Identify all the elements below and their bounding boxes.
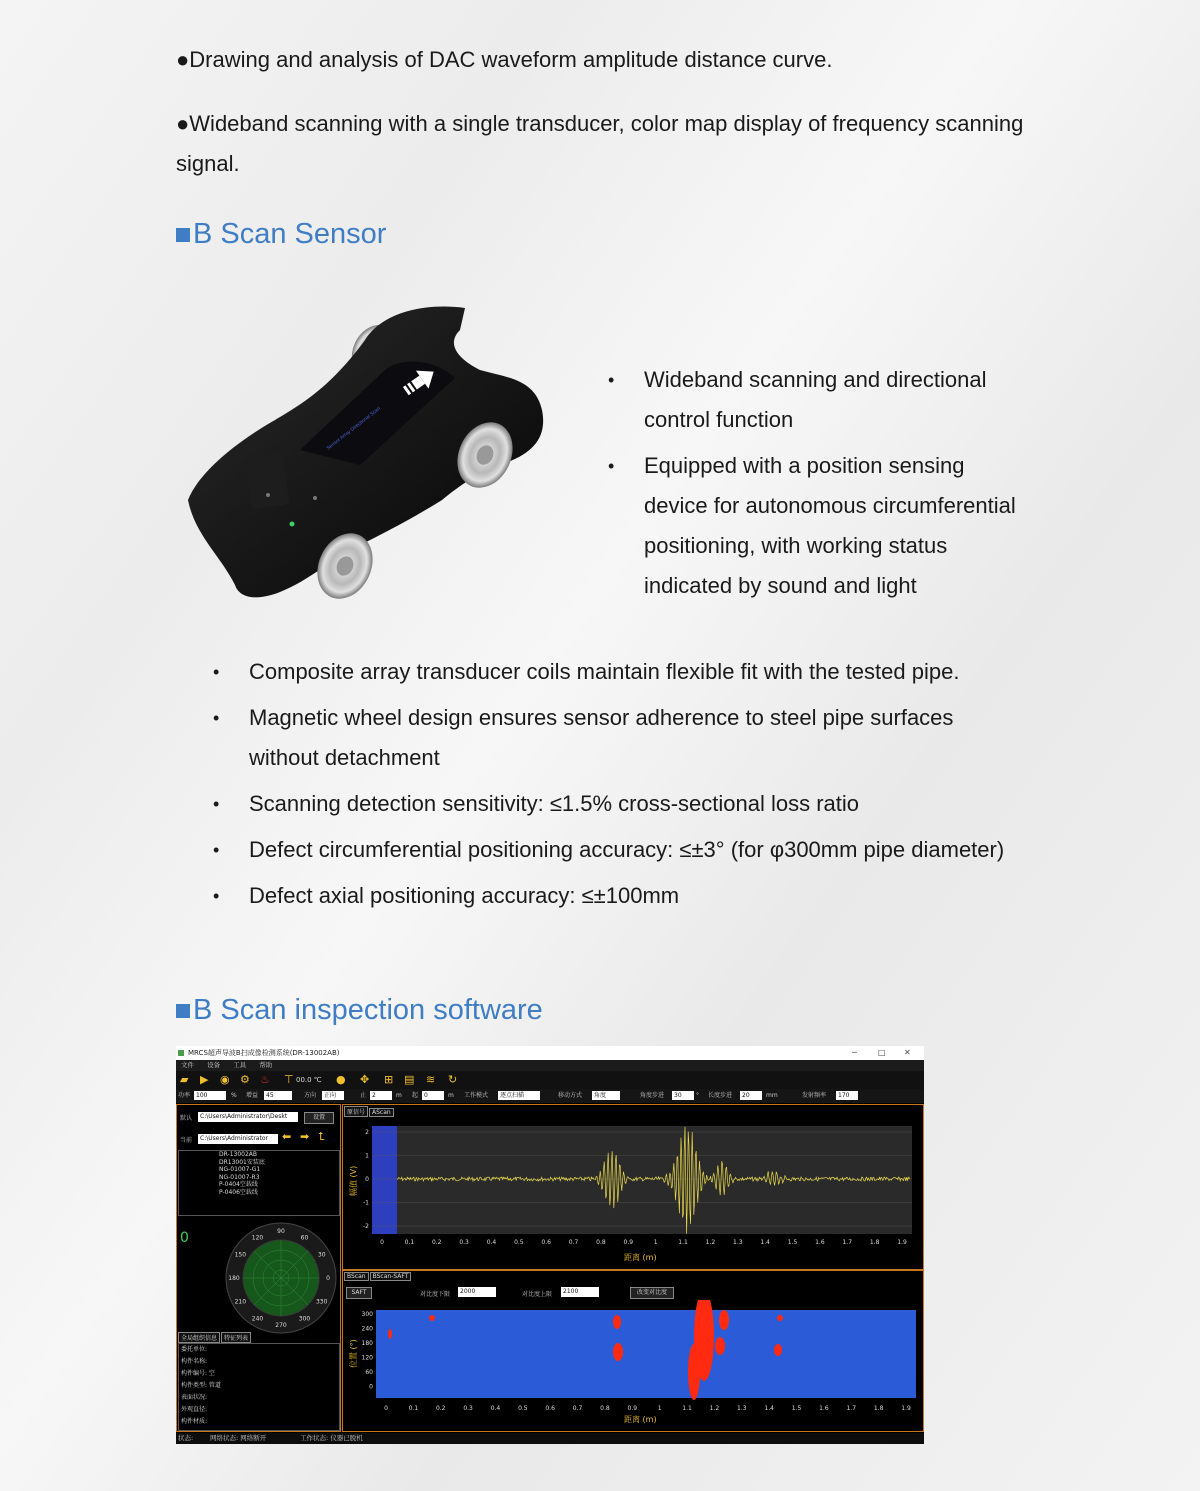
file-tree — [178, 1150, 340, 1216]
status-network: 网络状态: 网络断开 — [210, 1434, 267, 1442]
power-label: 功率 — [178, 1092, 191, 1099]
up-folder-icon[interactable]: ⮤ — [318, 1130, 325, 1143]
start-label: 起 — [412, 1092, 419, 1099]
length-step-label: 长度步进 — [708, 1092, 733, 1099]
gear-icon[interactable]: ⚙ — [240, 1073, 250, 1086]
bscan-x-tick: 0.9 — [627, 1405, 638, 1412]
bscan-x-tick: 1.1 — [682, 1405, 692, 1412]
list-item: • Wideband scanning and directional control function — [608, 367, 987, 432]
info-line: 构件名称: — [181, 1358, 208, 1365]
software-window — [176, 1046, 924, 1444]
ascan-x-tick: 0.7 — [568, 1239, 579, 1246]
grid-icon[interactable]: ✥ — [360, 1073, 370, 1086]
close-icon[interactable]: ✕ — [904, 1048, 911, 1057]
info-tabs — [178, 1332, 252, 1343]
menu-bar — [176, 1060, 924, 1071]
ascan-x-tick: 1.2 — [705, 1239, 716, 1246]
angle-readout: 0 — [180, 1230, 189, 1246]
ascan-x-tick: 1.9 — [897, 1239, 907, 1246]
dial-label: 0 — [326, 1275, 330, 1282]
info-line: 外观直径: — [181, 1406, 208, 1413]
info-line: 构件编号: 空 — [181, 1370, 215, 1377]
ascan-y-tick: -1 — [363, 1199, 369, 1207]
svg-text:Sensor Array Directional Scan: Sensor Array Directional Scan — [325, 405, 382, 452]
stop-icon[interactable]: ◉ — [220, 1073, 230, 1086]
status-bar — [176, 1433, 924, 1444]
defect-mark — [719, 1310, 729, 1330]
section-heading-text: B Scan Sensor — [193, 218, 387, 250]
mode-select[interactable]: 逐点扫描 — [498, 1091, 540, 1100]
bscan-x-label: 距离 (m) — [624, 1415, 657, 1424]
sensor-spec-list — [213, 652, 1024, 922]
angle-step-label: 角度步进 — [640, 1092, 665, 1099]
dial-label: 240 — [251, 1315, 264, 1323]
stop-input[interactable]: 2 — [370, 1091, 392, 1100]
device-icon[interactable]: ♨ — [260, 1073, 270, 1086]
square-bullet-icon — [176, 1004, 190, 1018]
bscan-chart — [342, 1300, 922, 1430]
dial-label: 120 — [251, 1234, 264, 1242]
gain-label: 增益 — [246, 1092, 259, 1099]
tab-ascan[interactable]: AScan — [369, 1108, 394, 1117]
ascan-x-tick: 1.8 — [869, 1239, 880, 1246]
ascan-x-tick: 0 — [380, 1239, 384, 1246]
angle-step-input[interactable]: 30 — [672, 1091, 694, 1100]
ascan-x-tick: 0.5 — [514, 1239, 524, 1246]
sensor-device-image — [180, 300, 550, 605]
set-path-button[interactable]: 设置 — [304, 1112, 334, 1124]
defect-mark — [388, 1329, 392, 1339]
parameter-bar — [176, 1089, 924, 1103]
list-item: • Scanning detection sensitivity: ≤1.5% cross-sectional loss ratio — [213, 791, 860, 816]
defect-mark — [777, 1315, 783, 1321]
bscan-x-tick: 1.9 — [901, 1405, 911, 1412]
ascan-x-tick: 1.1 — [678, 1239, 688, 1246]
start-unit: m — [448, 1092, 454, 1099]
sensor-connector — [245, 453, 290, 510]
ascan-y-tick: 1 — [365, 1152, 369, 1160]
tree-item[interactable]: P-0404空载线 — [219, 1181, 258, 1189]
defect-mark — [429, 1315, 435, 1321]
window-titlebar — [176, 1046, 924, 1060]
list-item: • Composite array transducer coils maintain flexible fit with the tested pipe. — [213, 659, 960, 684]
stop-unit: m — [396, 1092, 402, 1099]
dial-label: 30 — [317, 1251, 326, 1259]
bscan-y-tick: 180 — [361, 1340, 373, 1347]
temperature-readout: 00.0 ℃ — [296, 1076, 322, 1084]
contrast-low-input[interactable]: 2000 — [458, 1287, 496, 1297]
bscan-y-tick: 60 — [365, 1369, 373, 1376]
defect-mark — [613, 1343, 623, 1361]
bscan-y-tick: 300 — [361, 1311, 373, 1318]
power-select[interactable]: 100 — [194, 1091, 226, 1100]
tree-item[interactable]: P-0406空载线 — [219, 1188, 258, 1196]
menu-tools[interactable]: 工具 — [233, 1061, 247, 1069]
report-icon[interactable]: ▤ — [404, 1073, 415, 1086]
info-line: 构件类型: 管道 — [181, 1382, 221, 1389]
contrast-low-label: 对比度下限 — [420, 1291, 451, 1298]
intro-bullet: ●Wideband scanning with a single transducer, color map display of frequency scanning signal. — [176, 111, 1024, 176]
menu-help[interactable]: 帮助 — [259, 1061, 273, 1069]
bscan-x-tick: 0.5 — [518, 1405, 528, 1412]
app-icon — [178, 1050, 184, 1056]
thermometer-icon: ⊤ — [284, 1073, 294, 1086]
ascan-x-tick: 1.5 — [787, 1239, 798, 1246]
list-item: • Defect circumferential positioning accuracy: ≤±3° (for φ300mm pipe diameter) — [213, 837, 1005, 862]
current-path-input[interactable]: C:\Users\Administrator — [198, 1134, 278, 1144]
ascan-y-label: 幅值 (V) — [349, 1165, 358, 1196]
ascan-y-tick: -2 — [363, 1223, 369, 1230]
info-line: 构件材质: — [181, 1418, 208, 1425]
back-arrow-icon[interactable]: ⬅ — [282, 1130, 292, 1143]
start-input[interactable]: 0 — [422, 1091, 444, 1100]
bscan-x-tick: 0.6 — [545, 1405, 555, 1412]
bscan-x-tick: 1.3 — [737, 1405, 747, 1412]
list-item: • Defect axial positioning accuracy: ≤±100mm — [213, 883, 680, 908]
dial-label: 180 — [228, 1275, 240, 1282]
bscan-plot-area — [376, 1310, 916, 1398]
length-unit: mm — [766, 1092, 778, 1099]
dial-label: 150 — [234, 1251, 247, 1259]
bscan-x-tick: 1.2 — [709, 1405, 720, 1412]
dial-label: 60 — [300, 1234, 309, 1242]
tab-feature-list[interactable]: 特征列表 — [221, 1332, 251, 1343]
maximize-icon[interactable]: □ — [878, 1048, 886, 1057]
ascan-x-tick: 0.2 — [431, 1239, 442, 1246]
contrast-high-label: 对比度上限 — [522, 1291, 553, 1298]
info-line: 委托单位: — [181, 1346, 208, 1353]
bscan-x-tick: 1 — [657, 1405, 662, 1412]
bscan-x-tick: 0.8 — [600, 1405, 610, 1412]
ascan-x-tick: 0.8 — [596, 1239, 606, 1246]
section-heading-text: B Scan inspection software — [193, 994, 543, 1026]
minimize-icon[interactable]: ─ — [852, 1048, 857, 1057]
tree-item[interactable]: DR-13002AB — [219, 1151, 258, 1158]
window-title: MRCS超声导波B扫成像检测系统(DR-13002AB) — [188, 1049, 340, 1057]
ascan-x-tick: 1.3 — [733, 1239, 743, 1246]
mode-label: 工作模式 — [464, 1092, 489, 1099]
bscan-x-tick: 0.7 — [572, 1405, 583, 1412]
dial-label: 330 — [315, 1298, 328, 1306]
ascan-chart — [342, 1116, 922, 1266]
list-item: • Magnetic wheel design ensures sensor adherence to steel pipe surfaces without detachment — [213, 705, 954, 770]
toolbar — [176, 1071, 924, 1089]
tab-global-info[interactable]: 全局组织信息 — [178, 1332, 220, 1343]
sensor-feature-list — [608, 360, 1028, 612]
ascan-x-tick: 1.7 — [842, 1239, 853, 1246]
bscan-x-tick: 0.3 — [463, 1405, 473, 1412]
section-heading-software — [176, 994, 543, 1027]
bscan-x-tick: 0.1 — [408, 1405, 419, 1412]
square-bullet-icon — [176, 228, 190, 242]
bscan-x-tick: 0.4 — [490, 1405, 501, 1412]
frequency-input[interactable]: 170 — [836, 1091, 858, 1100]
tree-item[interactable]: NG-01007-G1 — [219, 1166, 261, 1174]
status-state: 状态: — [178, 1434, 194, 1442]
section-heading-sensor — [176, 218, 386, 251]
ascan-x-tick: 0.4 — [486, 1239, 497, 1246]
direction-label: 方向 — [304, 1092, 317, 1099]
dial-label: 270 — [275, 1322, 287, 1329]
ascan-x-tick: 0.6 — [541, 1239, 551, 1246]
bscan-x-tick: 1.5 — [791, 1405, 802, 1412]
bscan-x-tick: 1.6 — [819, 1405, 829, 1412]
defect-mark — [688, 1344, 700, 1400]
status-led — [290, 522, 295, 527]
menu-file[interactable]: 文件 — [181, 1061, 194, 1069]
defect-mark — [774, 1344, 782, 1356]
ascan-x-tick: 1 — [653, 1239, 658, 1246]
bscan-tabs — [344, 1272, 412, 1281]
layers-icon[interactable]: ≋ — [426, 1073, 436, 1086]
tab-bscan[interactable]: BScan — [344, 1272, 369, 1281]
ascan-gate — [372, 1126, 397, 1234]
position-dial — [224, 1221, 338, 1335]
tree-item[interactable]: NG-01007-R3 — [219, 1173, 260, 1181]
default-path-input[interactable]: C:\Users\Administrator\Deskt — [198, 1112, 298, 1122]
play-icon[interactable]: ▶ — [200, 1073, 209, 1086]
open-folder-icon[interactable]: ▰ — [180, 1073, 189, 1086]
ascan-x-tick: 1.4 — [760, 1239, 770, 1246]
default-path-label: 默认 — [180, 1115, 193, 1122]
ascan-x-label: 距离 (m) — [624, 1253, 657, 1262]
stop-label: 止 — [360, 1092, 367, 1099]
angle-unit: ° — [696, 1092, 699, 1099]
bscan-x-tick: 1.8 — [873, 1405, 884, 1412]
defect-mark — [613, 1315, 621, 1329]
ascan-y-tick: 2 — [365, 1129, 369, 1136]
ascan-x-tick: 1.6 — [815, 1239, 825, 1246]
bscan-y-tick: 0 — [369, 1383, 373, 1391]
defect-mark — [715, 1337, 725, 1355]
contrast-high-input[interactable]: 2100 — [561, 1287, 599, 1297]
bscan-x-tick: 1.7 — [846, 1405, 857, 1412]
frequency-label: 发射频率 — [802, 1092, 827, 1099]
ascan-x-tick: 0.9 — [623, 1239, 634, 1246]
forward-arrow-icon[interactable]: ➡ — [300, 1130, 310, 1143]
dial-label: 300 — [298, 1315, 311, 1323]
dial-label: 210 — [234, 1298, 247, 1306]
menu-device[interactable]: 设备 — [207, 1061, 221, 1069]
ascan-x-tick: 0.1 — [404, 1239, 415, 1246]
bscan-x-tick: 0 — [384, 1405, 388, 1412]
bscan-y-tick: 120 — [361, 1354, 373, 1362]
bscan-x-tick: 1.4 — [764, 1405, 774, 1412]
power-unit: % — [231, 1092, 237, 1099]
ascan-x-tick: 0.3 — [459, 1239, 469, 1246]
move-label: 移动方式 — [558, 1092, 583, 1099]
direction-select[interactable]: 正向 — [322, 1091, 344, 1100]
tab-bscan-saft[interactable]: BScan-SAFT — [370, 1272, 412, 1281]
refresh-icon[interactable]: ↻ — [448, 1073, 458, 1086]
bscan-y-label: 位置 (°) — [349, 1339, 358, 1368]
change-contrast-button[interactable]: 改变对比度 — [630, 1287, 674, 1299]
intro-bullet: ●Drawing and analysis of DAC waveform amplitude distance curve. — [176, 47, 833, 72]
dial-label: 90 — [277, 1228, 285, 1235]
move-select[interactable]: 角度 — [592, 1091, 620, 1100]
bscan-x-tick: 0.2 — [435, 1405, 446, 1412]
tab-raw-signal[interactable]: 原信号 — [344, 1106, 368, 1117]
export-icon[interactable]: ⊞ — [384, 1073, 394, 1086]
warning-icon[interactable]: ● — [336, 1073, 346, 1086]
current-path-label: 当前 — [180, 1137, 193, 1144]
bscan-y-tick: 240 — [361, 1325, 373, 1333]
list-item: • Equipped with a position sensing device for autonomous circumferential positioning, with working status indicated by sound and light — [608, 453, 1016, 598]
length-step-input[interactable]: 20 — [740, 1091, 762, 1100]
saft-button[interactable]: SAFT — [346, 1287, 372, 1299]
tree-item[interactable]: DR13001安装底 — [219, 1158, 265, 1166]
gain-input[interactable]: 45 — [264, 1091, 292, 1100]
info-list — [178, 1343, 340, 1431]
status-work: 工作状态: 仪器已脱机 — [300, 1434, 363, 1442]
ascan-y-tick: 0 — [365, 1176, 369, 1183]
info-line: 表面状况: — [181, 1394, 208, 1401]
